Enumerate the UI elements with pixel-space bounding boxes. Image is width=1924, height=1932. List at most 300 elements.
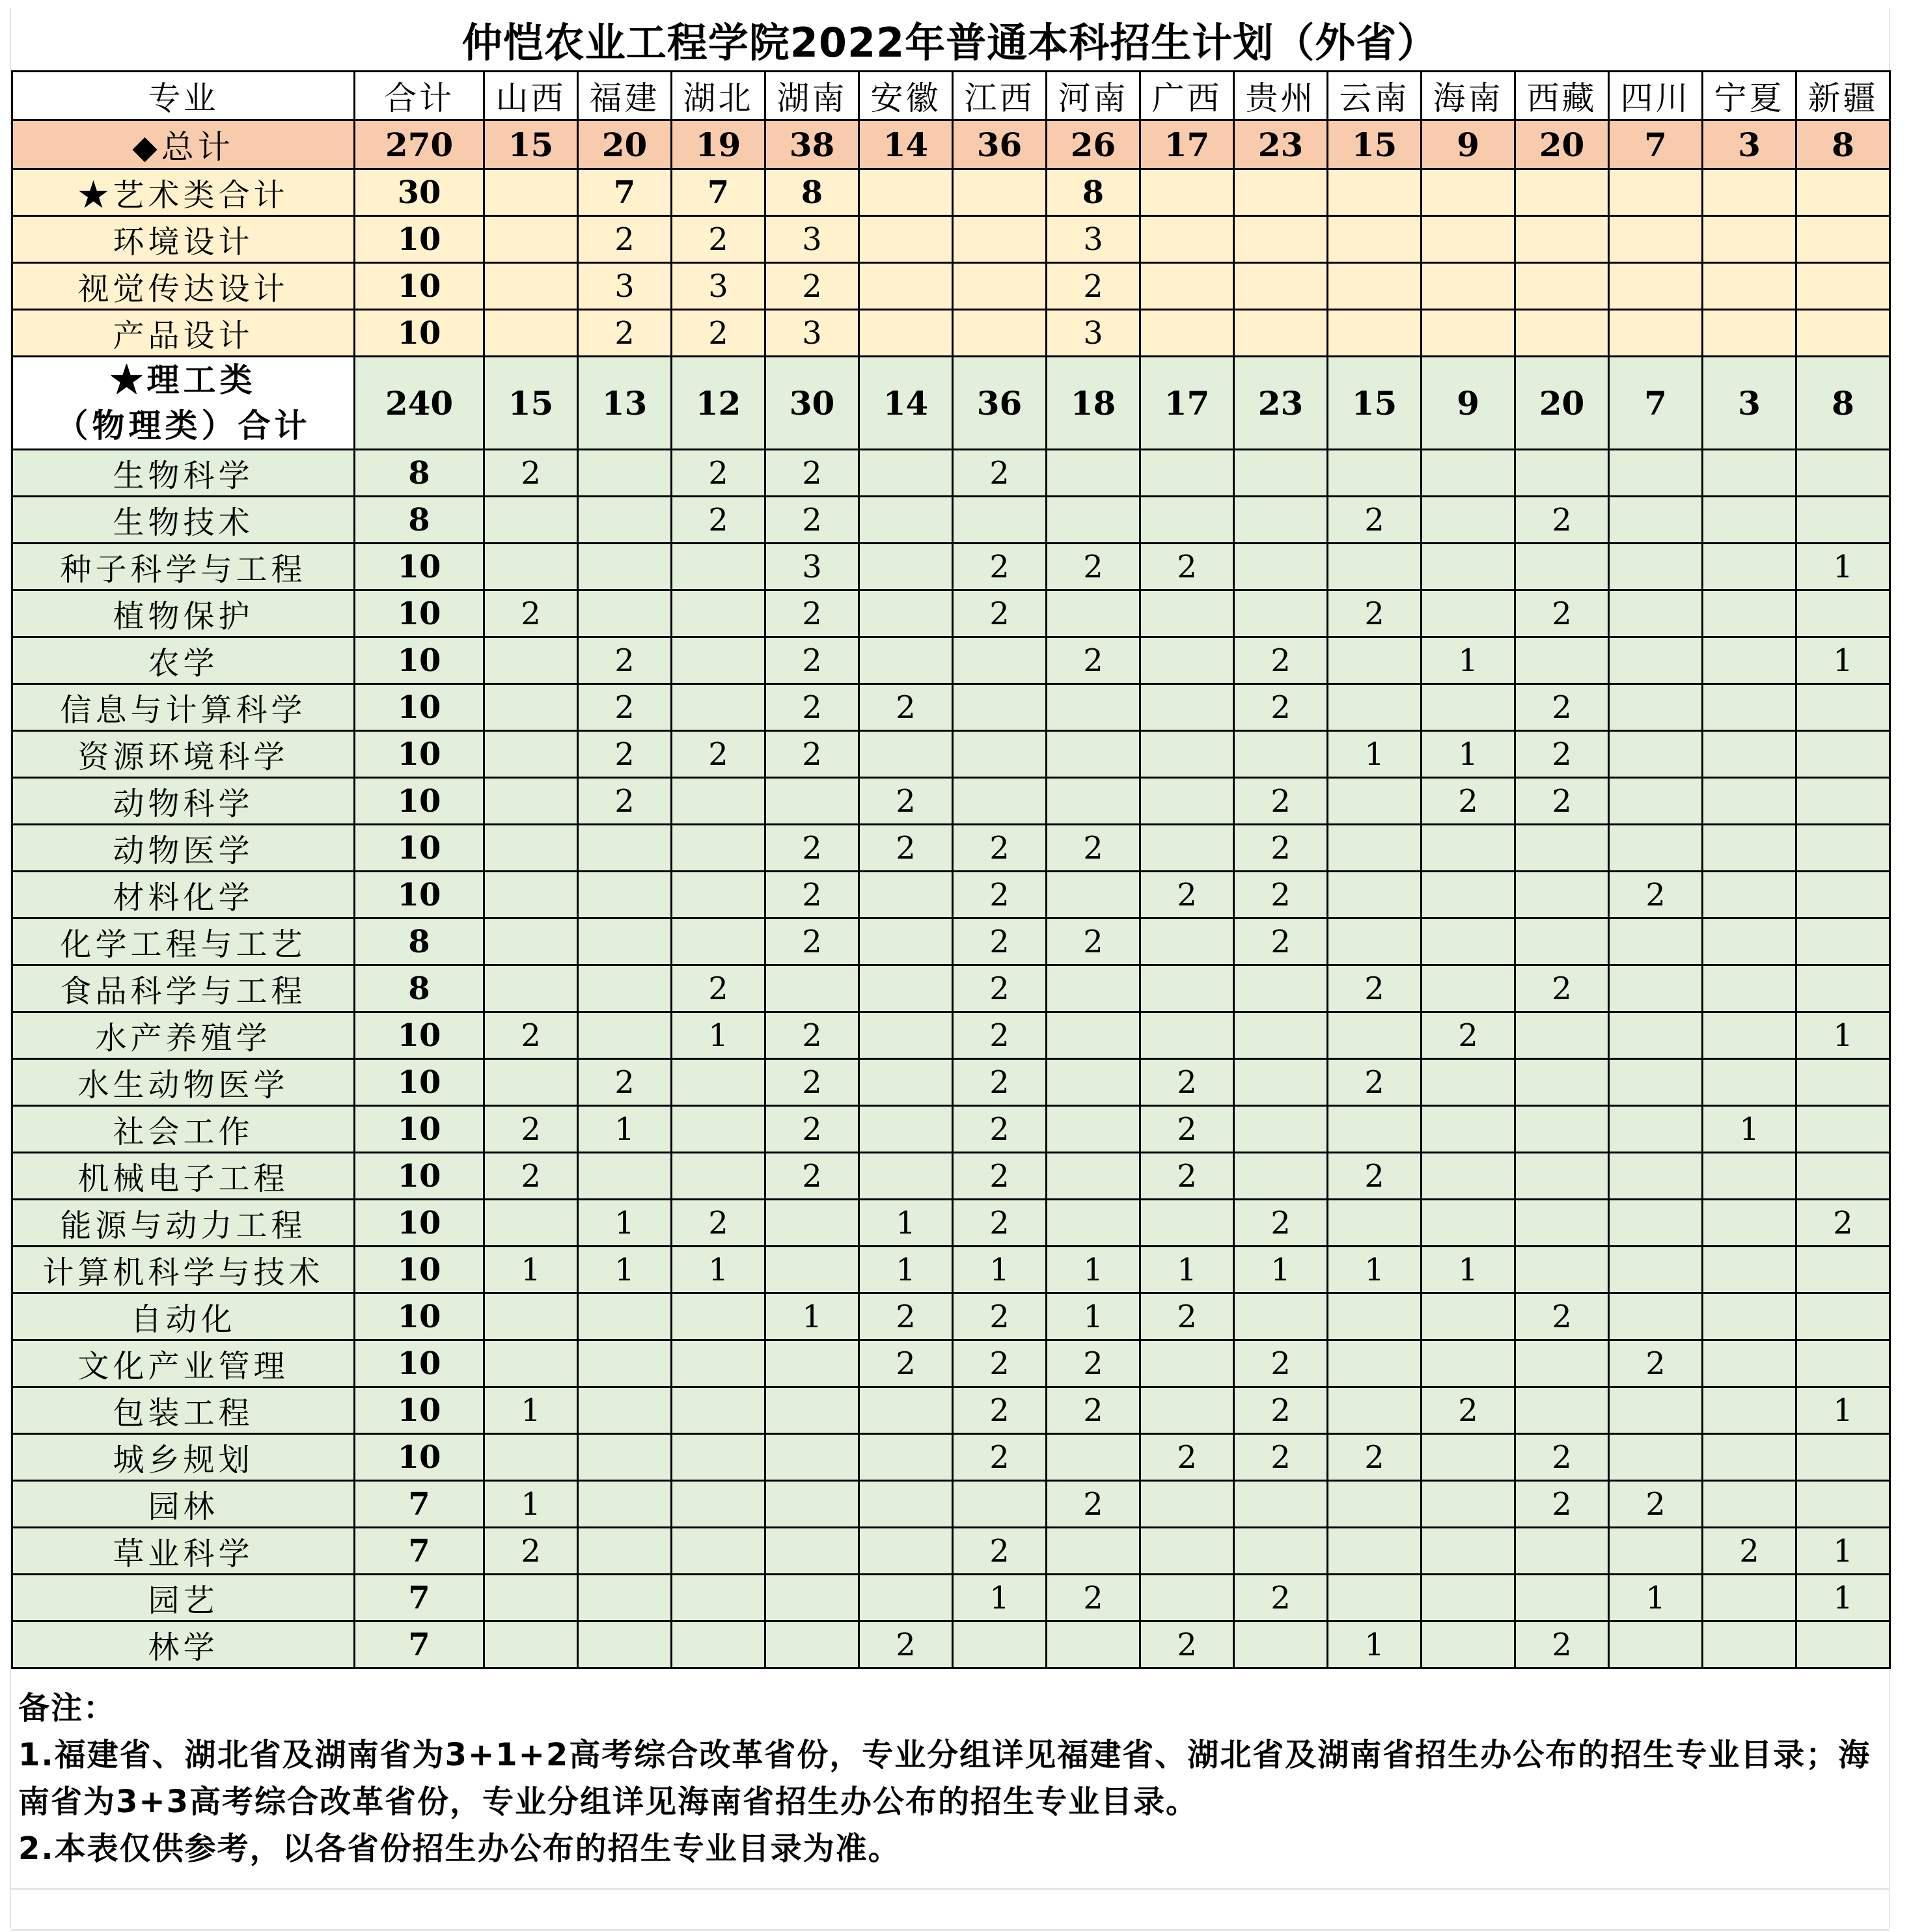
province-cell[interactable]: [484, 872, 578, 918]
province-cell[interactable]: [1234, 1012, 1328, 1059]
province-cell[interactable]: [1703, 169, 1796, 216]
province-cell[interactable]: [672, 1387, 765, 1434]
province-cell[interactable]: [1328, 263, 1422, 310]
province-cell[interactable]: [953, 1481, 1047, 1528]
province-cell[interactable]: [765, 778, 859, 825]
province-cell[interactable]: [1422, 1528, 1515, 1575]
province-cell[interactable]: [1234, 1106, 1328, 1153]
province-cell[interactable]: 3: [1047, 310, 1140, 357]
province-cell[interactable]: [484, 1293, 578, 1340]
province-cell[interactable]: 3: [765, 216, 859, 263]
province-cell[interactable]: 2: [672, 965, 765, 1012]
province-cell[interactable]: [1515, 637, 1609, 684]
province-cell[interactable]: 2: [1140, 1106, 1234, 1153]
province-cell[interactable]: [1140, 637, 1234, 684]
province-cell[interactable]: [1796, 731, 1890, 778]
province-cell[interactable]: [1609, 1387, 1703, 1434]
province-cell[interactable]: [1703, 310, 1796, 357]
row-label[interactable]: 视觉传达设计: [12, 263, 355, 310]
province-cell[interactable]: [672, 872, 765, 918]
province-cell[interactable]: [1609, 778, 1703, 825]
province-cell[interactable]: [765, 965, 859, 1012]
province-cell[interactable]: [859, 637, 953, 684]
province-cell[interactable]: 1: [1796, 1528, 1890, 1575]
province-cell[interactable]: [1328, 1340, 1422, 1387]
province-cell[interactable]: [953, 497, 1047, 544]
province-cell[interactable]: 2: [1515, 731, 1609, 778]
row-label[interactable]: 生物技术: [12, 497, 355, 544]
province-cell[interactable]: [1609, 544, 1703, 590]
province-cell[interactable]: [859, 590, 953, 637]
row-total[interactable]: 10: [355, 872, 484, 918]
province-cell[interactable]: [578, 450, 672, 497]
province-cell[interactable]: [1515, 872, 1609, 918]
province-cell[interactable]: [1047, 1434, 1140, 1481]
province-cell[interactable]: 2: [578, 731, 672, 778]
province-cell[interactable]: [1609, 918, 1703, 965]
province-cell[interactable]: [672, 825, 765, 872]
province-cell[interactable]: [1609, 825, 1703, 872]
province-cell[interactable]: 2: [1140, 1293, 1234, 1340]
row-total[interactable]: 8: [355, 450, 484, 497]
province-cell[interactable]: 1: [672, 1247, 765, 1293]
province-cell[interactable]: 2: [1422, 1387, 1515, 1434]
province-cell[interactable]: [1047, 1012, 1140, 1059]
province-cell[interactable]: 2: [672, 310, 765, 357]
province-cell[interactable]: [578, 1012, 672, 1059]
province-cell[interactable]: 2: [1140, 872, 1234, 918]
province-cell[interactable]: [859, 497, 953, 544]
province-cell[interactable]: [1609, 1200, 1703, 1247]
province-cell[interactable]: [1703, 731, 1796, 778]
province-cell[interactable]: [1609, 1106, 1703, 1153]
province-cell[interactable]: [1422, 590, 1515, 637]
province-cell[interactable]: [672, 590, 765, 637]
province-cell[interactable]: 2: [672, 450, 765, 497]
province-cell[interactable]: [1703, 450, 1796, 497]
province-cell[interactable]: 2: [859, 1340, 953, 1387]
province-cell[interactable]: 2: [953, 872, 1047, 918]
column-header-province[interactable]: 河南: [1047, 72, 1140, 120]
province-cell[interactable]: [1796, 216, 1890, 263]
province-cell[interactable]: [1047, 1106, 1140, 1153]
province-cell[interactable]: 1: [859, 1247, 953, 1293]
province-cell[interactable]: [1796, 965, 1890, 1012]
province-cell[interactable]: [859, 310, 953, 357]
province-cell[interactable]: [1609, 310, 1703, 357]
row-label[interactable]: 自动化: [12, 1293, 355, 1340]
province-cell[interactable]: [953, 263, 1047, 310]
province-cell[interactable]: [1515, 1528, 1609, 1575]
province-cell[interactable]: [1796, 684, 1890, 731]
row-label[interactable]: 能源与动力工程: [12, 1200, 355, 1247]
province-cell[interactable]: [1140, 918, 1234, 965]
province-cell[interactable]: 2: [1328, 1434, 1422, 1481]
province-cell[interactable]: [1140, 310, 1234, 357]
row-total[interactable]: 10: [355, 1293, 484, 1340]
province-cell[interactable]: 1: [1140, 1247, 1234, 1293]
row-label[interactable]: 包装工程: [12, 1387, 355, 1434]
column-header-province[interactable]: 福建: [578, 72, 672, 120]
province-cell[interactable]: [672, 544, 765, 590]
province-cell[interactable]: 3: [672, 263, 765, 310]
province-cell[interactable]: [1140, 684, 1234, 731]
province-cell[interactable]: [1047, 965, 1140, 1012]
province-cell[interactable]: [1140, 1012, 1234, 1059]
province-cell[interactable]: [484, 1340, 578, 1387]
province-cell[interactable]: 2: [578, 637, 672, 684]
province-cell[interactable]: 3: [765, 544, 859, 590]
province-cell[interactable]: [1703, 1622, 1796, 1668]
province-cell[interactable]: 17: [1140, 357, 1234, 450]
province-cell[interactable]: [1796, 1340, 1890, 1387]
province-cell[interactable]: [1703, 684, 1796, 731]
province-cell[interactable]: 1: [1047, 1247, 1140, 1293]
province-cell[interactable]: [1515, 544, 1609, 590]
province-cell[interactable]: [1609, 497, 1703, 544]
province-cell[interactable]: [1422, 918, 1515, 965]
province-cell[interactable]: [1140, 778, 1234, 825]
province-cell[interactable]: 30: [765, 357, 859, 450]
province-cell[interactable]: 2: [765, 872, 859, 918]
province-cell[interactable]: 2: [484, 1012, 578, 1059]
province-cell[interactable]: 2: [859, 825, 953, 872]
province-cell[interactable]: 2: [1796, 1200, 1890, 1247]
province-cell[interactable]: 2: [1234, 778, 1328, 825]
province-cell[interactable]: 2: [1609, 872, 1703, 918]
province-cell[interactable]: [484, 637, 578, 684]
province-cell[interactable]: [953, 637, 1047, 684]
province-cell[interactable]: [859, 1434, 953, 1481]
province-cell[interactable]: 15: [484, 357, 578, 450]
province-cell[interactable]: [1422, 684, 1515, 731]
province-cell[interactable]: [484, 216, 578, 263]
province-cell[interactable]: 2: [1515, 1622, 1609, 1668]
province-cell[interactable]: 1: [484, 1481, 578, 1528]
province-cell[interactable]: [1234, 169, 1328, 216]
province-cell[interactable]: [1047, 731, 1140, 778]
province-cell[interactable]: [1328, 1528, 1422, 1575]
province-cell[interactable]: [1140, 1340, 1234, 1387]
column-header-province[interactable]: 广西: [1140, 72, 1234, 120]
province-cell[interactable]: [1796, 918, 1890, 965]
province-cell[interactable]: 8: [1047, 169, 1140, 216]
province-cell[interactable]: 3: [1703, 357, 1796, 450]
province-cell[interactable]: [1234, 1153, 1328, 1200]
row-total[interactable]: 10: [355, 590, 484, 637]
province-cell[interactable]: [1047, 497, 1140, 544]
province-cell[interactable]: [1140, 450, 1234, 497]
province-cell[interactable]: [1609, 1434, 1703, 1481]
province-cell[interactable]: [1047, 872, 1140, 918]
province-cell[interactable]: 2: [1047, 1340, 1140, 1387]
province-cell[interactable]: [578, 1481, 672, 1528]
province-cell[interactable]: [578, 590, 672, 637]
column-header-province[interactable]: 湖北: [672, 72, 765, 120]
province-cell[interactable]: [1515, 169, 1609, 216]
province-cell[interactable]: [1796, 1106, 1890, 1153]
province-cell[interactable]: 2: [1234, 918, 1328, 965]
province-cell[interactable]: 2: [953, 825, 1047, 872]
province-cell[interactable]: [1796, 263, 1890, 310]
province-cell[interactable]: [1422, 169, 1515, 216]
province-cell[interactable]: [1047, 1622, 1140, 1668]
province-cell[interactable]: [765, 1387, 859, 1434]
province-cell[interactable]: [1234, 216, 1328, 263]
province-cell[interactable]: 2: [953, 1153, 1047, 1200]
province-cell[interactable]: 2: [765, 731, 859, 778]
province-cell[interactable]: [1796, 169, 1890, 216]
province-cell[interactable]: 2: [672, 731, 765, 778]
province-cell[interactable]: 2: [1234, 1575, 1328, 1622]
province-cell[interactable]: [859, 544, 953, 590]
province-cell[interactable]: [1140, 1528, 1234, 1575]
province-cell[interactable]: [578, 918, 672, 965]
province-cell[interactable]: [1703, 1434, 1796, 1481]
province-cell[interactable]: [953, 169, 1047, 216]
province-cell[interactable]: [1140, 825, 1234, 872]
province-cell[interactable]: [1234, 590, 1328, 637]
row-label[interactable]: 动物科学: [12, 778, 355, 825]
province-cell[interactable]: 2: [1234, 1387, 1328, 1434]
province-cell[interactable]: [1609, 216, 1703, 263]
province-cell[interactable]: 1: [1234, 1247, 1328, 1293]
province-cell[interactable]: [1422, 825, 1515, 872]
province-cell[interactable]: 2: [765, 918, 859, 965]
province-cell[interactable]: [1703, 1293, 1796, 1340]
province-cell[interactable]: 8: [765, 169, 859, 216]
province-cell[interactable]: 2: [765, 590, 859, 637]
province-cell[interactable]: [1234, 731, 1328, 778]
row-total[interactable]: 10: [355, 263, 484, 310]
province-cell[interactable]: [672, 684, 765, 731]
row-total[interactable]: 10: [355, 544, 484, 590]
province-cell[interactable]: [1515, 1340, 1609, 1387]
province-cell[interactable]: [1328, 1575, 1422, 1622]
province-cell[interactable]: 2: [953, 965, 1047, 1012]
province-cell[interactable]: [672, 778, 765, 825]
row-total[interactable]: 10: [355, 1012, 484, 1059]
province-cell[interactable]: [1234, 1528, 1328, 1575]
province-cell[interactable]: 1: [1328, 731, 1422, 778]
province-cell[interactable]: [578, 825, 672, 872]
province-cell[interactable]: [1328, 684, 1422, 731]
province-cell[interactable]: [1703, 263, 1796, 310]
row-total[interactable]: 7: [355, 1622, 484, 1668]
province-cell[interactable]: [1422, 1481, 1515, 1528]
province-cell[interactable]: [1140, 216, 1234, 263]
column-header-province[interactable]: 新疆: [1796, 72, 1890, 120]
province-cell[interactable]: 1: [1047, 1293, 1140, 1340]
row-label[interactable]: 资源环境科学: [12, 731, 355, 778]
province-cell[interactable]: [1703, 497, 1796, 544]
column-header-major[interactable]: 专业: [12, 72, 355, 120]
column-header-province[interactable]: 西藏: [1515, 72, 1609, 120]
province-cell[interactable]: 2: [765, 1106, 859, 1153]
province-cell[interactable]: [1703, 872, 1796, 918]
province-cell[interactable]: 2: [484, 450, 578, 497]
province-cell[interactable]: 2: [1515, 1434, 1609, 1481]
province-cell[interactable]: 2: [1234, 872, 1328, 918]
province-cell[interactable]: [1047, 1528, 1140, 1575]
province-cell[interactable]: [1703, 1200, 1796, 1247]
province-cell[interactable]: 1: [578, 1106, 672, 1153]
province-cell[interactable]: [765, 1200, 859, 1247]
province-cell[interactable]: [953, 731, 1047, 778]
row-total[interactable]: 10: [355, 1153, 484, 1200]
province-cell[interactable]: 1: [953, 1575, 1047, 1622]
province-cell[interactable]: [1796, 778, 1890, 825]
province-cell[interactable]: 1: [1703, 1106, 1796, 1153]
province-cell[interactable]: 2: [953, 1106, 1047, 1153]
province-cell[interactable]: 2: [1047, 637, 1140, 684]
province-cell[interactable]: 2: [953, 544, 1047, 590]
province-cell[interactable]: 17: [1140, 120, 1234, 169]
row-total[interactable]: 10: [355, 637, 484, 684]
province-cell[interactable]: 2: [1328, 590, 1422, 637]
province-cell[interactable]: [953, 778, 1047, 825]
province-cell[interactable]: 2: [765, 450, 859, 497]
province-cell[interactable]: 8: [1796, 120, 1890, 169]
column-header-total[interactable]: 合计: [355, 72, 484, 120]
province-cell[interactable]: [1047, 1153, 1140, 1200]
province-cell[interactable]: 2: [1234, 1434, 1328, 1481]
column-header-province[interactable]: 海南: [1422, 72, 1515, 120]
province-cell[interactable]: 7: [1609, 120, 1703, 169]
province-cell[interactable]: 2: [953, 1200, 1047, 1247]
column-header-province[interactable]: 贵州: [1234, 72, 1328, 120]
province-cell[interactable]: [1703, 965, 1796, 1012]
province-cell[interactable]: [1422, 1434, 1515, 1481]
province-cell[interactable]: [1703, 825, 1796, 872]
province-cell[interactable]: [1047, 450, 1140, 497]
province-cell[interactable]: 2: [1234, 684, 1328, 731]
province-cell[interactable]: [1047, 1059, 1140, 1106]
row-total[interactable]: 7: [355, 1481, 484, 1528]
province-cell[interactable]: [1328, 169, 1422, 216]
province-cell[interactable]: [1515, 1387, 1609, 1434]
province-cell[interactable]: [1234, 1059, 1328, 1106]
province-cell[interactable]: 2: [1328, 965, 1422, 1012]
province-cell[interactable]: [1140, 1481, 1234, 1528]
province-cell[interactable]: [578, 1528, 672, 1575]
province-cell[interactable]: [859, 1528, 953, 1575]
province-cell[interactable]: [859, 1481, 953, 1528]
province-cell[interactable]: 2: [765, 497, 859, 544]
province-cell[interactable]: [1328, 216, 1422, 263]
province-cell[interactable]: [484, 544, 578, 590]
province-cell[interactable]: 2: [1047, 918, 1140, 965]
province-cell[interactable]: 2: [765, 1153, 859, 1200]
province-cell[interactable]: 2: [672, 497, 765, 544]
province-cell[interactable]: [578, 1293, 672, 1340]
row-label[interactable]: 农学: [12, 637, 355, 684]
province-cell[interactable]: [672, 1153, 765, 1200]
province-cell[interactable]: 2: [1234, 1340, 1328, 1387]
column-header-province[interactable]: 安徽: [859, 72, 953, 120]
row-total[interactable]: 10: [355, 1059, 484, 1106]
province-cell[interactable]: 2: [1047, 825, 1140, 872]
province-cell[interactable]: 15: [484, 120, 578, 169]
province-cell[interactable]: 2: [1234, 1200, 1328, 1247]
province-cell[interactable]: 1: [765, 1293, 859, 1340]
province-cell[interactable]: [1422, 263, 1515, 310]
province-cell[interactable]: 1: [578, 1247, 672, 1293]
province-cell[interactable]: [1515, 1012, 1609, 1059]
row-label[interactable]: 草业科学: [12, 1528, 355, 1575]
province-cell[interactable]: [953, 216, 1047, 263]
province-cell[interactable]: 2: [1140, 1434, 1234, 1481]
row-total[interactable]: 10: [355, 731, 484, 778]
province-cell[interactable]: [1609, 731, 1703, 778]
province-cell[interactable]: 2: [1140, 544, 1234, 590]
row-label[interactable]: 城乡规划: [12, 1434, 355, 1481]
province-cell[interactable]: 7: [578, 169, 672, 216]
province-cell[interactable]: [1609, 1153, 1703, 1200]
province-cell[interactable]: [1703, 1481, 1796, 1528]
province-cell[interactable]: 2: [953, 1012, 1047, 1059]
province-cell[interactable]: [672, 918, 765, 965]
province-cell[interactable]: 2: [765, 1059, 859, 1106]
province-cell[interactable]: 2: [1140, 1622, 1234, 1668]
province-cell[interactable]: [1796, 497, 1890, 544]
row-total[interactable]: 10: [355, 1434, 484, 1481]
province-cell[interactable]: 2: [1422, 778, 1515, 825]
province-cell[interactable]: 2: [1515, 965, 1609, 1012]
province-cell[interactable]: [672, 1481, 765, 1528]
province-cell[interactable]: 2: [953, 590, 1047, 637]
row-label[interactable]: ◆总计: [12, 120, 355, 169]
province-cell[interactable]: [1328, 918, 1422, 965]
province-cell[interactable]: 7: [1609, 357, 1703, 450]
province-cell[interactable]: [1796, 872, 1890, 918]
row-total[interactable]: 7: [355, 1575, 484, 1622]
province-cell[interactable]: [1609, 590, 1703, 637]
province-cell[interactable]: [765, 1622, 859, 1668]
province-cell[interactable]: [1328, 1387, 1422, 1434]
province-cell[interactable]: [484, 1059, 578, 1106]
province-cell[interactable]: [1609, 965, 1703, 1012]
row-total[interactable]: 8: [355, 965, 484, 1012]
province-cell[interactable]: [578, 1340, 672, 1387]
province-cell[interactable]: 2: [672, 1200, 765, 1247]
province-cell[interactable]: 2: [1515, 1293, 1609, 1340]
province-cell[interactable]: [672, 1622, 765, 1668]
province-cell[interactable]: 1: [672, 1012, 765, 1059]
province-cell[interactable]: [1796, 1481, 1890, 1528]
province-cell[interactable]: [1422, 450, 1515, 497]
province-cell[interactable]: [1609, 1059, 1703, 1106]
province-cell[interactable]: [672, 1528, 765, 1575]
province-cell[interactable]: [765, 1434, 859, 1481]
province-cell[interactable]: [1515, 1153, 1609, 1200]
province-cell[interactable]: 2: [1328, 1059, 1422, 1106]
row-total[interactable]: 10: [355, 310, 484, 357]
row-total[interactable]: 7: [355, 1528, 484, 1575]
province-cell[interactable]: 2: [953, 1528, 1047, 1575]
province-cell[interactable]: [1609, 169, 1703, 216]
province-cell[interactable]: [1047, 684, 1140, 731]
province-cell[interactable]: 2: [953, 1387, 1047, 1434]
province-cell[interactable]: 20: [578, 120, 672, 169]
province-cell[interactable]: 26: [1047, 120, 1140, 169]
province-cell[interactable]: 1: [953, 1247, 1047, 1293]
row-total[interactable]: 8: [355, 918, 484, 965]
province-cell[interactable]: 1: [578, 1200, 672, 1247]
province-cell[interactable]: [1703, 1387, 1796, 1434]
row-total[interactable]: 8: [355, 497, 484, 544]
province-cell[interactable]: [1515, 1059, 1609, 1106]
